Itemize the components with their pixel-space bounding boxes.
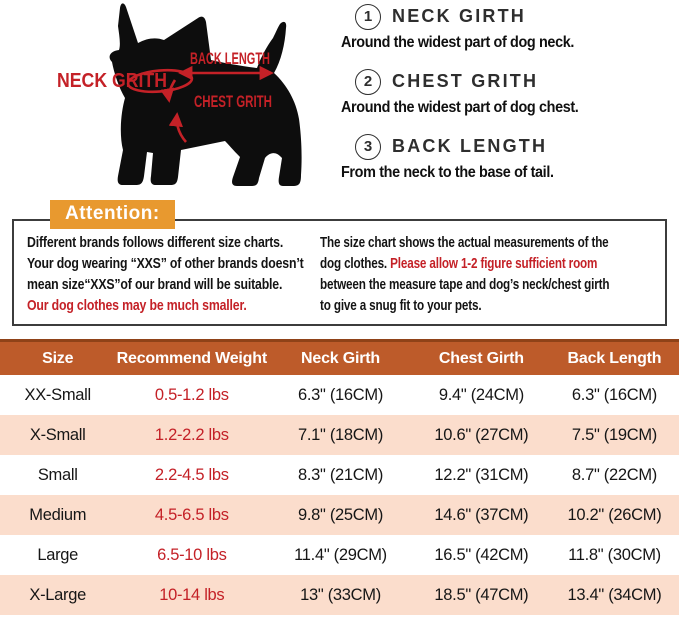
table-row: [0, 575, 679, 615]
guide-title: CHEST GRITH: [392, 71, 539, 91]
cell-neck: 6.3" (16CM): [297, 385, 384, 404]
table-row: [0, 495, 679, 535]
attention-left-text: [27, 232, 322, 316]
cell-neck: 9.8" (25CM): [297, 505, 384, 524]
attention-line: Different brands follows different size charts.: [27, 234, 284, 251]
attention-line: mean size“XXS”of our brand will be suitable.: [27, 276, 283, 293]
dog-diagram: [0, 0, 345, 210]
attention-label: Attention:: [50, 200, 175, 229]
cell-neck: 11.4" (29CM): [294, 545, 387, 564]
neck-grith-label: NECK GRITH: [57, 70, 167, 92]
attention-line-red: Please allow 1-2 figure sufficient room: [390, 255, 598, 272]
cell-back: 7.5" (19CM): [571, 425, 658, 444]
attention-line-red: Our dog clothes may be much smaller.: [27, 297, 247, 314]
cell-neck: 7.1" (18CM): [297, 425, 384, 444]
cell-weight: 2.2-4.5 lbs: [154, 465, 229, 484]
table-row: [0, 535, 679, 575]
cell-size: Medium: [29, 505, 87, 524]
cell-chest: 12.2" (31CM): [434, 465, 529, 484]
guide-item-neck: [341, 3, 677, 52]
guide-item-chest: [341, 68, 677, 117]
cell-size: Large: [37, 545, 79, 564]
table-header-row: [0, 339, 679, 375]
guide-desc: Around the widest part of dog chest.: [341, 99, 579, 116]
cell-weight: 10-14 lbs: [159, 585, 225, 604]
attention-line: to give a snug fit to your pets.: [320, 297, 482, 314]
guide-item-back: [341, 133, 677, 182]
attention-line: The size chart shows the actual measurements of the: [320, 234, 609, 251]
cell-size: X-Small: [29, 425, 86, 444]
number-2-circle-icon: 2: [355, 69, 381, 95]
table-row: [0, 415, 679, 455]
cell-weight: 6.5-10 lbs: [157, 545, 227, 564]
table-row: [0, 455, 679, 495]
header-cell-size: Size: [42, 349, 74, 367]
cell-weight: 0.5-1.2 lbs: [154, 385, 229, 404]
attention-line: between the measure tape and dog’s neck/chest girth: [320, 276, 610, 293]
number-1-circle-icon: 1: [355, 4, 381, 30]
cell-chest: 10.6" (27CM): [434, 425, 529, 444]
cell-back: 11.8" (30CM): [568, 545, 661, 564]
guide-desc: Around the widest part of dog neck.: [341, 34, 575, 51]
back-length-label: BACK LENGTH: [190, 49, 270, 68]
cell-chest: 9.4" (24CM): [438, 385, 524, 404]
cell-back: 8.7" (22CM): [571, 465, 658, 484]
header-cell-chest: Chest Girth: [438, 349, 524, 367]
cell-size: Small: [37, 465, 78, 484]
cell-neck: 8.3" (21CM): [297, 465, 384, 484]
cell-neck: 13" (33CM): [300, 585, 381, 604]
chest-grith-label: CHEST GRITH: [194, 92, 272, 111]
table-row: [0, 375, 679, 415]
cell-weight: 4.5-6.5 lbs: [154, 505, 229, 524]
attention-box: [12, 219, 667, 326]
cell-chest: 18.5" (47CM): [434, 585, 529, 604]
cell-size: X-Large: [29, 585, 87, 604]
measure-guide: [341, 3, 677, 198]
cell-weight: 1.2-2.2 lbs: [154, 425, 229, 444]
guide-title: NECK GIRTH: [392, 6, 526, 26]
cell-size: XX-Small: [24, 385, 91, 404]
cell-chest: 16.5" (42CM): [434, 545, 529, 564]
attention-line: Your dog wearing “XXS” of other brands doesn’t: [27, 255, 304, 272]
cell-back: 6.3" (16CM): [571, 385, 658, 404]
header-cell-back: Back Length: [567, 349, 662, 367]
cell-back: 13.4" (34CM): [567, 585, 662, 604]
cell-back: 10.2" (26CM): [567, 505, 662, 524]
header-cell-weight: Recommend Weight: [116, 349, 267, 367]
attention-right-text: [320, 232, 655, 316]
number-3-circle-icon: 3: [355, 134, 381, 160]
cell-chest: 14.6" (37CM): [434, 505, 529, 524]
guide-desc: From the neck to the base of tail.: [341, 164, 554, 181]
size-table: [0, 339, 679, 615]
guide-title: BACK LENGTH: [392, 136, 548, 156]
attention-line: dog clothes. Please allow 1-2 figure sufficient room: [320, 255, 598, 272]
header-cell-neck: Neck Girth: [301, 349, 380, 367]
